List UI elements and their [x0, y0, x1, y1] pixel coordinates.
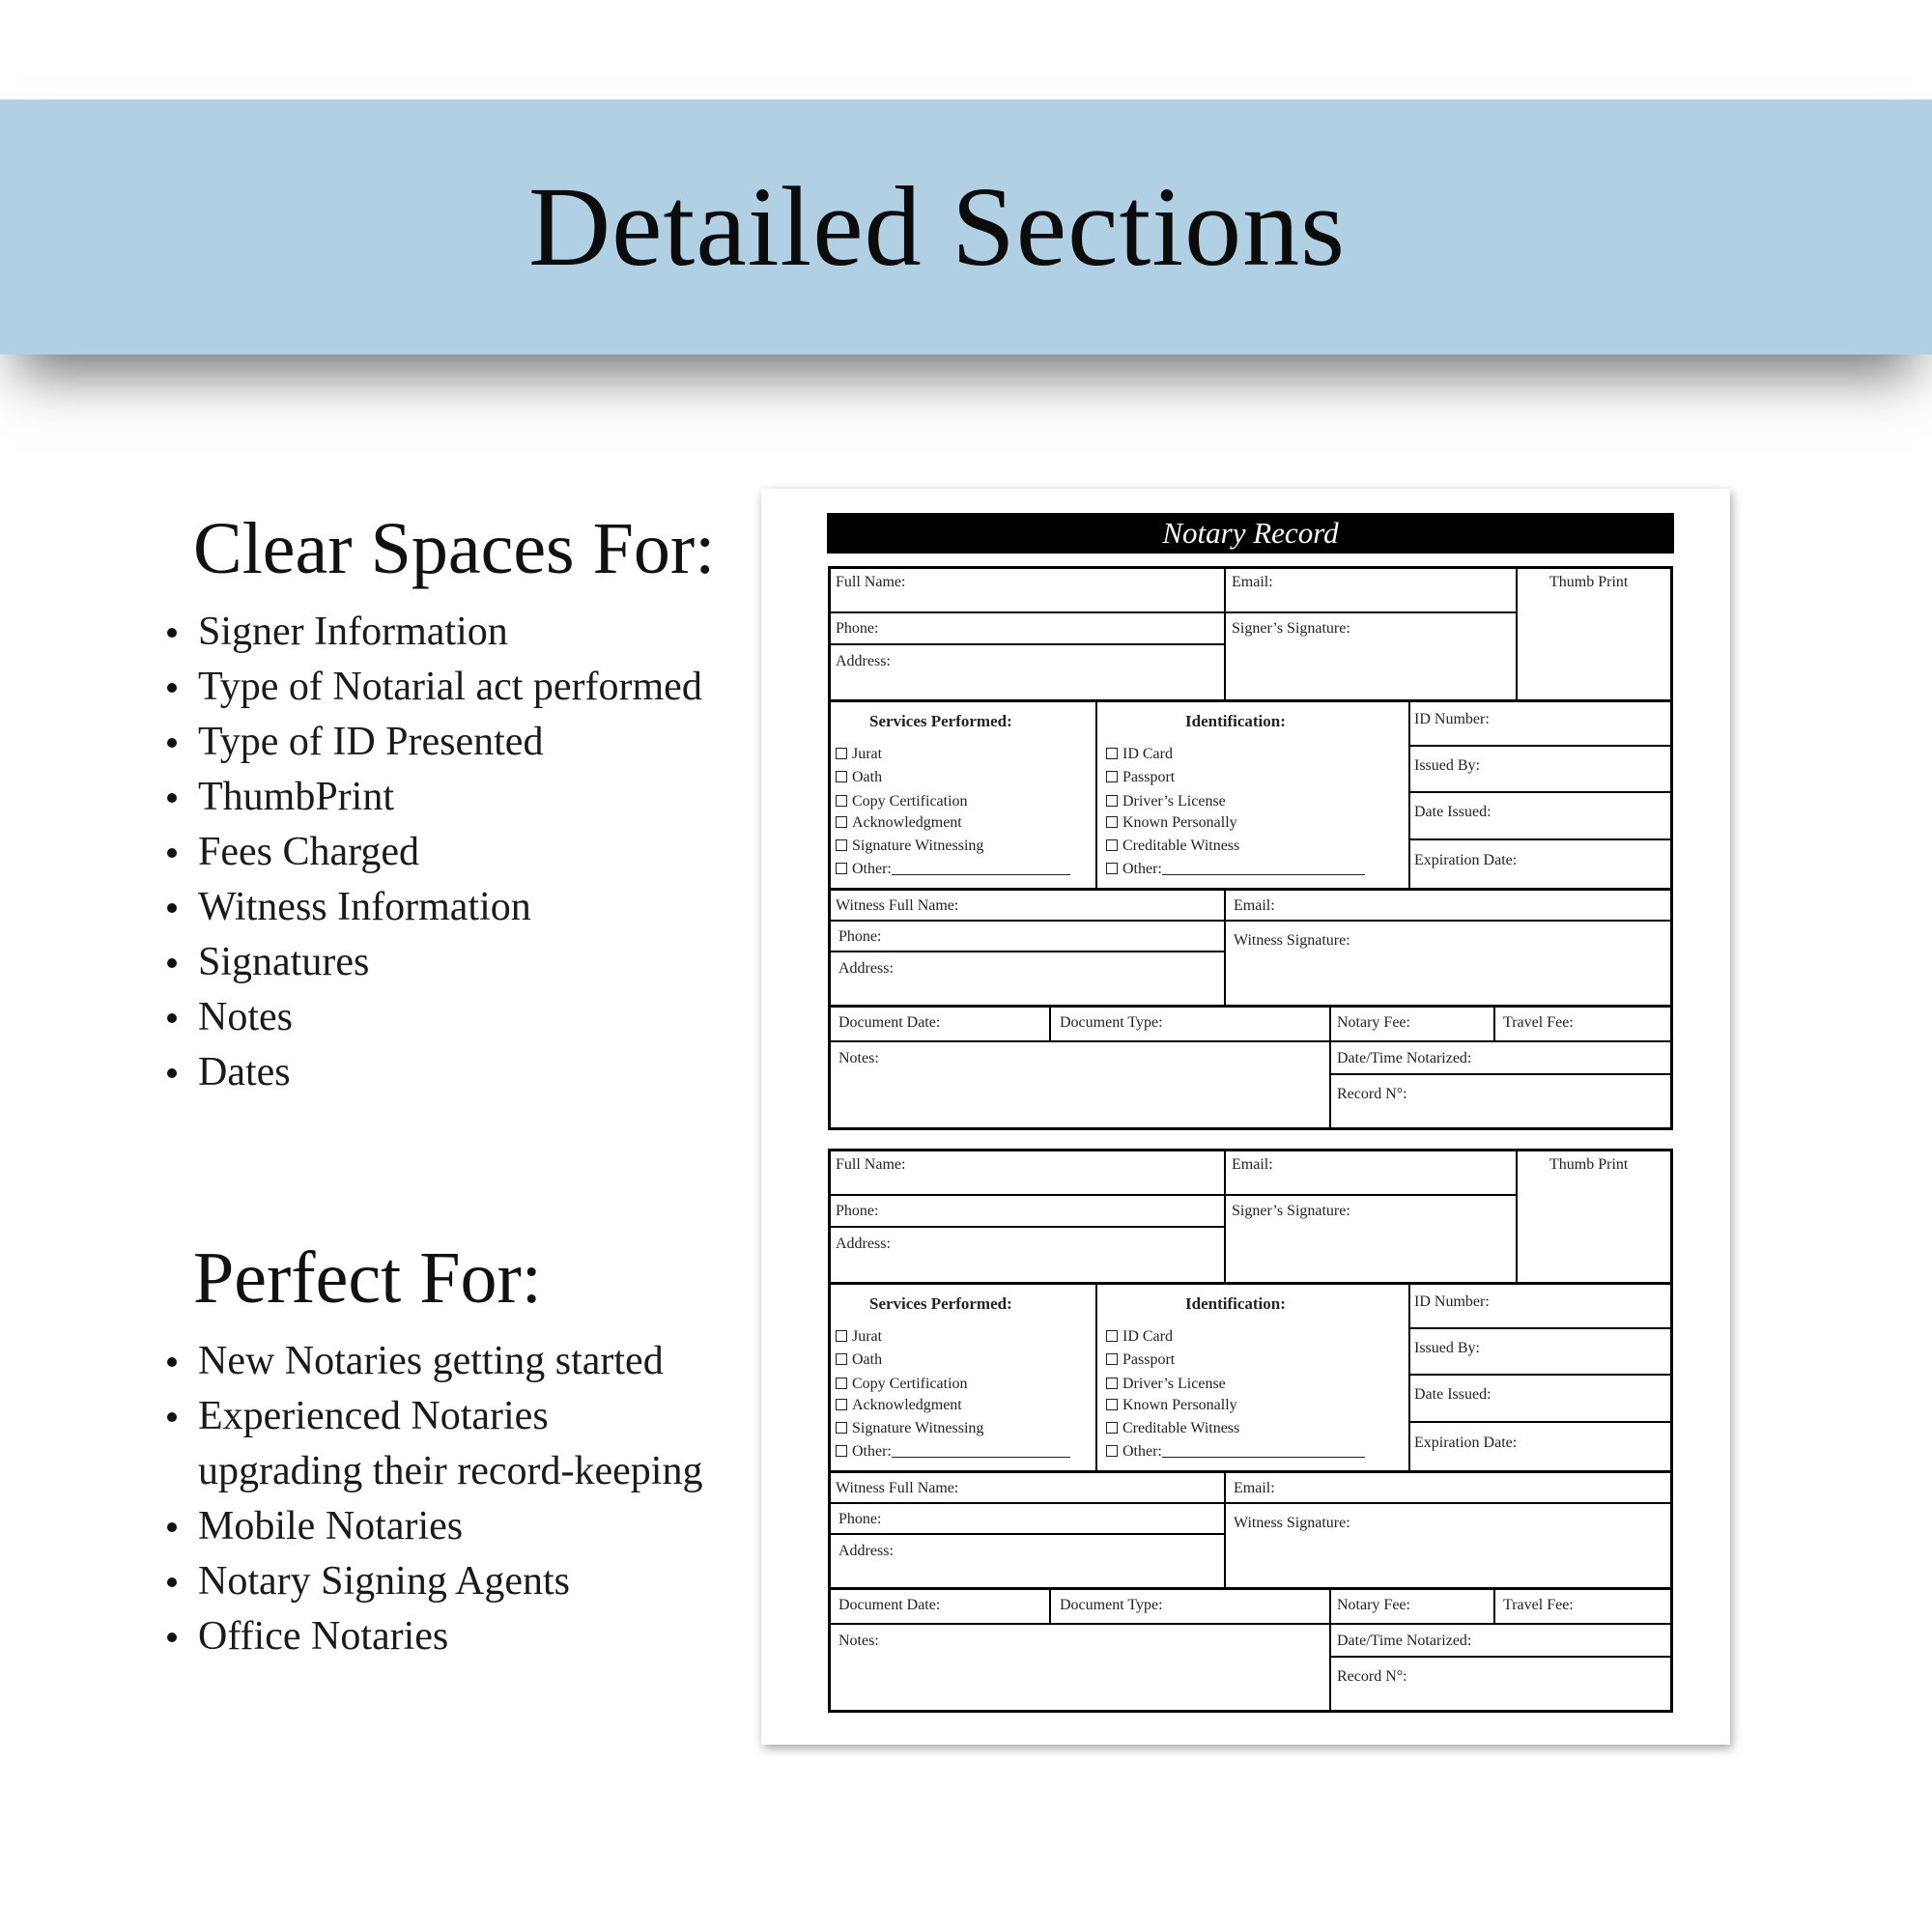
address-label: Address: [836, 1236, 891, 1252]
list-item-continuation: upgrading their record-keeping [198, 1449, 703, 1493]
thumb-print-label: Thumb Print [1549, 574, 1629, 590]
id-option[interactable]: Known Personally [1106, 1398, 1237, 1413]
witness-address-label: Address: [838, 1543, 894, 1559]
full-name-label: Full Name: [836, 574, 906, 590]
list-item: Fees Charged [159, 825, 758, 880]
id-option-other[interactable]: Other: [1106, 1444, 1365, 1460]
phone-label: Phone: [836, 620, 879, 637]
other-blank-line[interactable] [892, 863, 1070, 875]
other-blank-line[interactable] [1162, 1445, 1365, 1458]
date-issued-label: Date Issued: [1414, 804, 1492, 820]
list-item: Signer Information [159, 605, 758, 660]
checkbox-icon[interactable] [1106, 748, 1118, 759]
service-option-other[interactable]: Other: [836, 862, 1070, 877]
issued-by-label: Issued By: [1414, 1340, 1480, 1356]
record-number-label: Record N°: [1337, 1668, 1407, 1685]
list-item: Signatures [159, 935, 758, 990]
id-option[interactable]: ID Card [1106, 1329, 1173, 1345]
service-option-other[interactable]: Other: [836, 1444, 1070, 1460]
document-date-label: Document Date: [838, 1597, 941, 1613]
checkbox-icon[interactable] [1106, 1330, 1118, 1342]
services-performed-heading: Services Performed: [869, 1294, 1012, 1313]
id-number-label: ID Number: [1414, 1293, 1490, 1310]
other-blank-line[interactable] [1162, 863, 1365, 875]
clear-spaces-heading: Clear Spaces For: [193, 508, 716, 589]
id-option-other[interactable]: Other: [1106, 862, 1365, 877]
service-option[interactable]: Signature Witnessing [836, 1421, 983, 1436]
list-item: Experienced Notaries [159, 1389, 758, 1444]
document-type-label: Document Type: [1060, 1597, 1163, 1613]
identification-heading: Identification: [1185, 1294, 1286, 1313]
witness-signature-label: Witness Signature: [1234, 932, 1350, 949]
checkbox-icon[interactable] [1106, 795, 1118, 807]
checkbox-icon[interactable] [1106, 1422, 1118, 1434]
title-banner [0, 99, 1932, 355]
checkbox-icon[interactable] [1106, 1399, 1118, 1410]
list-item: Witness Information [159, 880, 758, 935]
checkbox-icon[interactable] [836, 1445, 847, 1457]
witness-full-name-label: Witness Full Name: [836, 1480, 959, 1496]
email-label: Email: [1232, 1156, 1273, 1173]
service-option[interactable]: Jurat [836, 1329, 882, 1345]
id-number-label: ID Number: [1414, 711, 1490, 727]
date-time-notarized-label: Date/Time Notarized: [1337, 1050, 1472, 1066]
checkbox-icon[interactable] [1106, 839, 1118, 851]
checkbox-icon[interactable] [836, 839, 847, 851]
witness-address-label: Address: [838, 960, 894, 977]
list-item: Office Notaries [159, 1609, 758, 1664]
witness-phone-label: Phone: [838, 928, 882, 945]
list-item: ThumbPrint [159, 770, 758, 825]
service-option[interactable]: Oath [836, 770, 882, 785]
notes-label: Notes: [838, 1050, 879, 1066]
list-item: Notary Signing Agents [159, 1554, 758, 1609]
clear-spaces-list [159, 605, 758, 1100]
service-option[interactable]: Oath [836, 1352, 882, 1368]
perfect-for-heading: Perfect For: [193, 1237, 542, 1319]
date-issued-label: Date Issued: [1414, 1386, 1492, 1403]
witness-full-name-label: Witness Full Name: [836, 897, 959, 914]
id-option[interactable]: Known Personally [1106, 815, 1237, 831]
travel-fee-label: Travel Fee: [1503, 1597, 1574, 1613]
checkbox-icon[interactable] [836, 795, 847, 807]
checkbox-icon[interactable] [1106, 1378, 1118, 1389]
clear-spaces-section [159, 508, 758, 1100]
list-item: New Notaries getting started [159, 1334, 758, 1389]
document-date-label: Document Date: [838, 1014, 941, 1031]
witness-email-label: Email: [1234, 897, 1275, 914]
issued-by-label: Issued By: [1414, 757, 1480, 774]
id-option[interactable]: Creditable Witness [1106, 1421, 1239, 1436]
id-option[interactable]: ID Card [1106, 747, 1173, 762]
date-time-notarized-label: Date/Time Notarized: [1337, 1633, 1472, 1649]
id-option[interactable]: Driver’s License [1106, 794, 1226, 810]
signer-signature-label: Signer’s Signature: [1232, 620, 1350, 637]
phone-label: Phone: [836, 1203, 879, 1219]
notes-label: Notes: [838, 1633, 879, 1649]
sheet-title: Notary Record [827, 513, 1674, 554]
notary-fee-label: Notary Fee: [1337, 1014, 1410, 1031]
service-option[interactable]: Acknowledgment [836, 1398, 962, 1413]
expiration-date-label: Expiration Date: [1414, 852, 1518, 868]
checkbox-icon[interactable] [1106, 816, 1118, 828]
checkbox-icon[interactable] [836, 748, 847, 759]
notary-fee-label: Notary Fee: [1337, 1597, 1410, 1613]
travel-fee-label: Travel Fee: [1503, 1014, 1574, 1031]
list-item: Mobile Notaries [159, 1499, 758, 1554]
checkbox-icon[interactable] [1106, 1445, 1118, 1457]
witness-signature-label: Witness Signature: [1234, 1515, 1350, 1531]
identification-heading: Identification: [1185, 712, 1286, 730]
witness-phone-label: Phone: [838, 1511, 882, 1527]
thumb-print-label: Thumb Print [1549, 1156, 1629, 1173]
record-number-label: Record N°: [1337, 1086, 1407, 1102]
checkbox-icon[interactable] [836, 1378, 847, 1389]
notary-record-block [828, 566, 1673, 1130]
services-performed-heading: Services Performed: [869, 712, 1012, 730]
id-option[interactable]: Passport [1106, 770, 1175, 785]
email-label: Email: [1232, 574, 1273, 590]
perfect-for-section [159, 1237, 758, 1664]
checkbox-icon[interactable] [836, 863, 847, 874]
signer-signature-label: Signer’s Signature: [1232, 1203, 1350, 1219]
checkbox-icon[interactable] [836, 816, 847, 828]
page-title: Detailed Sections [527, 163, 1347, 290]
id-option[interactable]: Passport [1106, 1352, 1175, 1368]
service-option[interactable]: Jurat [836, 747, 882, 762]
checkbox-icon[interactable] [1106, 771, 1118, 782]
expiration-date-label: Expiration Date: [1414, 1435, 1518, 1451]
list-item: Notes [159, 990, 758, 1045]
witness-email-label: Email: [1234, 1480, 1275, 1496]
notary-record-block [828, 1149, 1673, 1713]
id-option[interactable]: Driver’s License [1106, 1377, 1226, 1392]
checkbox-icon[interactable] [836, 1330, 847, 1342]
full-name-label: Full Name: [836, 1156, 906, 1173]
perfect-for-list [159, 1334, 758, 1664]
checkbox-icon[interactable] [836, 1422, 847, 1434]
list-item: Type of ID Presented [159, 715, 758, 770]
address-label: Address: [836, 653, 891, 669]
checkbox-icon[interactable] [1106, 1353, 1118, 1365]
list-item: Type of Notarial act performed [159, 660, 758, 715]
service-option[interactable]: Copy Certification [836, 794, 968, 810]
checkbox-icon[interactable] [836, 771, 847, 782]
document-type-label: Document Type: [1060, 1014, 1163, 1031]
notary-record-sheet [761, 489, 1730, 1745]
checkbox-icon[interactable] [836, 1399, 847, 1410]
other-blank-line[interactable] [892, 1445, 1070, 1458]
checkbox-icon[interactable] [836, 1353, 847, 1365]
id-option[interactable]: Creditable Witness [1106, 838, 1239, 854]
checkbox-icon[interactable] [1106, 863, 1118, 874]
list-item: Dates [159, 1045, 758, 1100]
service-option[interactable]: Copy Certification [836, 1377, 968, 1392]
service-option[interactable]: Signature Witnessing [836, 838, 983, 854]
service-option[interactable]: Acknowledgment [836, 815, 962, 831]
